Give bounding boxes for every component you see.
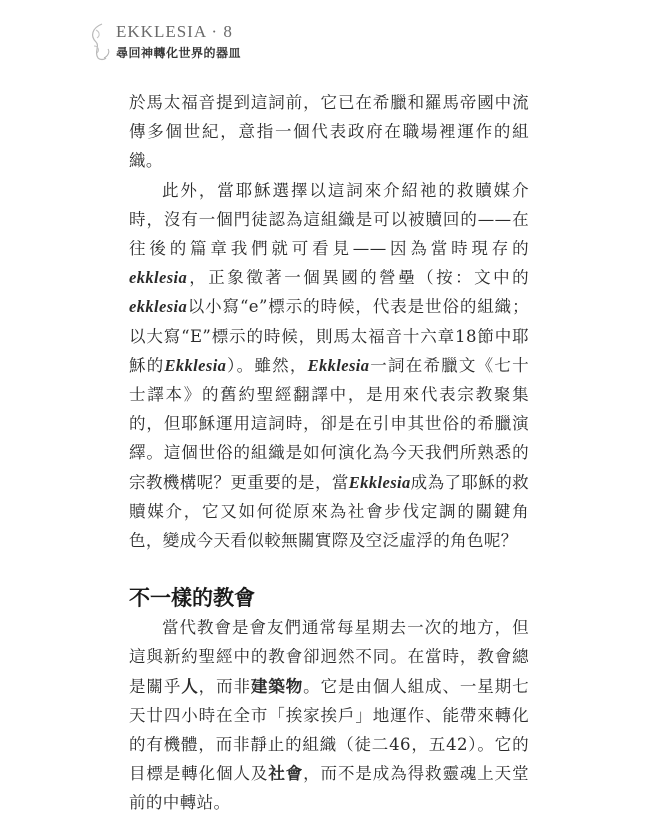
page-body [129, 88, 529, 818]
text-run: 一詞在希臘文《七十士譯本》的舊約聖經翻譯中，是用來代表宗教聚集的，但耶穌運用這詞時，卻是在引申其世俗的希臘演繹。這個世俗的組織是如何演化為今天我們所熟悉的宗教機構呢？更重要的是，當 [129, 355, 529, 492]
latin-term: ekklesia [129, 297, 188, 317]
section-heading: 不一樣的教會 [129, 585, 255, 611]
text-run: 此外，當耶穌選擇以這詞來介紹祂的救贖媒介時，沒有一個門徒認為這組織是可以被贖回的——在往後的篇章我們就可看見——因為當時現存的 [129, 180, 529, 259]
text-run: ，正象徵著一個異國的營壘（按：文中的 [187, 268, 529, 288]
text-run: 。它是由個人組成、一星期七天廿四小時在全市「挨家挨戶」地運作、能帶來轉化的有機體，而非靜止的組織（徒二46，五42）。它的目標是轉化個人及 [129, 676, 530, 784]
text-run: 於馬太福音提到這詞前，它已在希臘和羅馬帝國中流傳多個世紀，意指一個代表政府在職場裡運作的組織。 [129, 93, 529, 171]
text-run: ）。雖然， [226, 355, 308, 375]
book-subtitle: 尋回神轉化世界的器皿 [116, 46, 242, 60]
text-run: ，而不是成為得救靈魂上天堂前的中轉站。 [129, 764, 529, 813]
latin-term: Ekklesia [164, 355, 227, 375]
text-run: 成為了耶穌的救贖媒介，它又如何從原來為社會步伐定調的關鍵角色，變成今天看似較無關實際及空泛虛浮的角色呢？ [129, 472, 529, 551]
flourish-ornament-icon [88, 22, 112, 62]
book-title [116, 22, 233, 42]
page-number: · 8 [211, 22, 233, 41]
text-run: 以小寫“e”標示的時候，代表是世俗的組織；以大寫“E”標示的時候，則馬太福音十六章18節中耶穌的 [129, 297, 529, 375]
paragraph-1 [129, 88, 529, 176]
text-run: ，而非 [198, 676, 251, 696]
latin-term: ekklesia [129, 268, 188, 288]
emphasis-text: 人 [181, 676, 199, 696]
emphasis-text: 建築物 [250, 676, 304, 696]
book-title-text: EKKLESIA [116, 22, 207, 41]
text-run: 當代教會是會友們通常每星期去一次的地方，但這與新約聖經中的教會卻迥然不同。在當時，教會總是關乎 [129, 618, 529, 696]
latin-term: Ekklesia [307, 355, 370, 375]
emphasis-text: 社會 [268, 764, 304, 784]
paragraph-2 [129, 176, 529, 556]
latin-term: Ekklesia [348, 472, 411, 492]
section-paragraph [129, 613, 529, 817]
